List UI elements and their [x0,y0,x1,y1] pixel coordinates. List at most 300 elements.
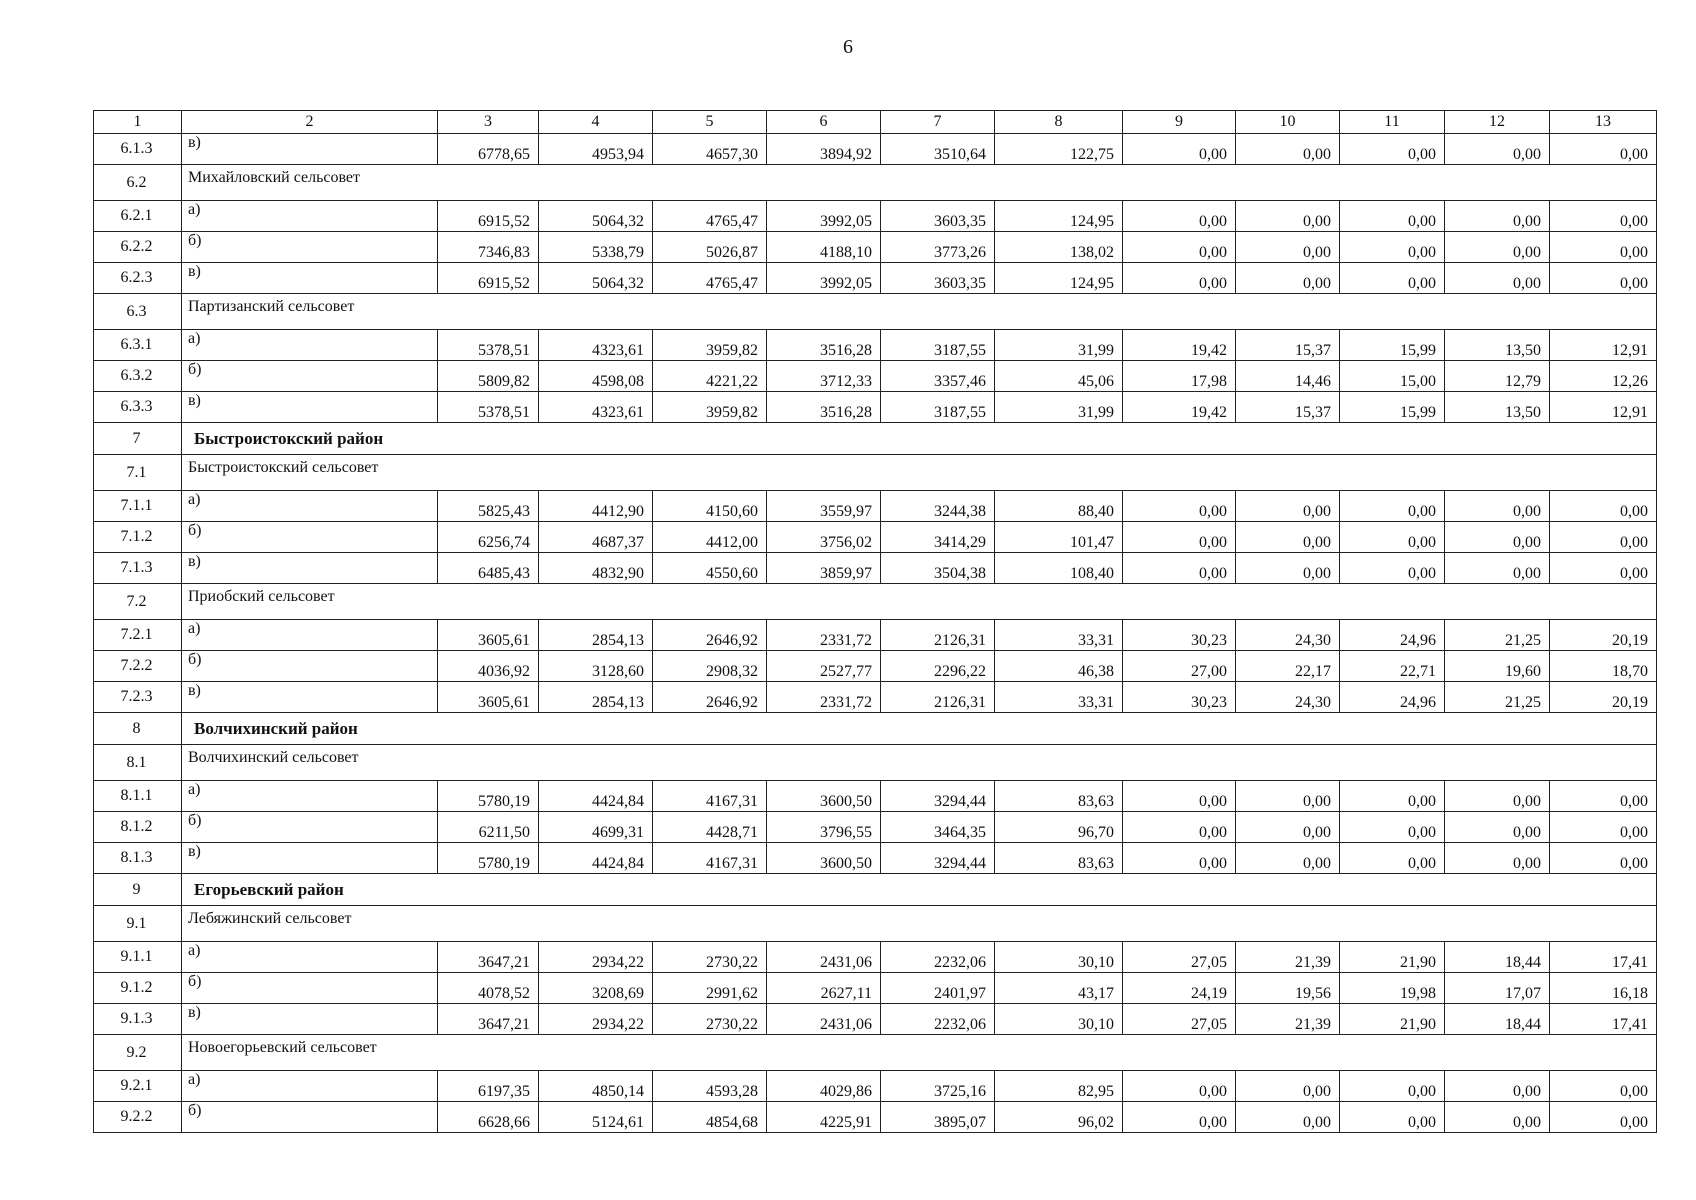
value-cell: 3959,82 [653,392,767,423]
value-cell: 4550,60 [653,553,767,584]
value-cell: 3516,28 [767,330,881,361]
value-cell: 0,00 [1236,1071,1340,1102]
value-cell: 0,00 [1340,553,1445,584]
value-cell: 3895,07 [881,1102,995,1133]
value-cell: 5780,19 [438,843,539,874]
value-cell: 83,63 [995,843,1123,874]
value-cell: 3464,35 [881,812,995,843]
value-cell: 2646,92 [653,682,767,713]
value-cell: 27,05 [1123,942,1236,973]
value-cell: 20,19 [1550,620,1657,651]
column-header: 6 [767,111,881,134]
value-cell: 4854,68 [653,1102,767,1133]
value-cell: 0,00 [1123,491,1236,522]
table-row [94,522,1657,553]
value-cell: 2126,31 [881,620,995,651]
value-cell: 17,41 [1550,1004,1657,1035]
value-cell: 6778,65 [438,134,539,165]
table-row [94,330,1657,361]
subsection-row [94,584,1657,620]
value-cell: 124,95 [995,263,1123,294]
subsection-row [94,1035,1657,1071]
value-cell: 6197,35 [438,1071,539,1102]
value-cell: 0,00 [1340,843,1445,874]
value-cell: 15,37 [1236,330,1340,361]
row-code: 8.1.3 [94,843,182,874]
value-cell: 5780,19 [438,781,539,812]
value-cell: 0,00 [1236,201,1340,232]
value-cell: 0,00 [1340,201,1445,232]
row-code: 6.3.3 [94,392,182,423]
value-cell: 108,40 [995,553,1123,584]
value-cell: 2232,06 [881,942,995,973]
row-code: 6.2.3 [94,263,182,294]
value-cell: 0,00 [1445,522,1550,553]
column-header: 9 [1123,111,1236,134]
row-code: 9 [94,874,182,906]
value-cell: 2908,32 [653,651,767,682]
subsection-row [94,294,1657,330]
settlement-name: Приобский сельсовет [182,584,1657,620]
value-cell: 3647,21 [438,942,539,973]
value-cell: 3128,60 [539,651,653,682]
value-cell: 12,91 [1550,392,1657,423]
value-cell: 16,18 [1550,973,1657,1004]
value-cell: 21,25 [1445,620,1550,651]
value-cell: 3756,02 [767,522,881,553]
value-cell: 33,31 [995,620,1123,651]
row-code: 6.2.2 [94,232,182,263]
row-variant-label: а) [182,201,438,232]
settlement-name: Лебяжинский сельсовет [182,906,1657,942]
value-cell: 0,00 [1340,232,1445,263]
value-cell: 12,26 [1550,361,1657,392]
row-code: 6.3.1 [94,330,182,361]
column-header-row [94,111,1657,134]
value-cell: 0,00 [1550,812,1657,843]
row-variant-label: а) [182,1071,438,1102]
value-cell: 24,19 [1123,973,1236,1004]
value-cell: 14,46 [1236,361,1340,392]
value-cell: 46,38 [995,651,1123,682]
value-cell: 6628,66 [438,1102,539,1133]
table-row [94,843,1657,874]
subsection-row [94,745,1657,781]
district-name: Волчихинский район [182,713,1657,745]
value-cell: 4036,92 [438,651,539,682]
value-cell: 2991,62 [653,973,767,1004]
district-name: Егорьевский район [182,874,1657,906]
value-cell: 24,96 [1340,620,1445,651]
value-cell: 2331,72 [767,620,881,651]
value-cell: 31,99 [995,392,1123,423]
value-cell: 4225,91 [767,1102,881,1133]
column-header: 12 [1445,111,1550,134]
value-cell: 24,30 [1236,682,1340,713]
column-header: 7 [881,111,995,134]
table-row [94,651,1657,682]
value-cell: 88,40 [995,491,1123,522]
value-cell: 3603,35 [881,201,995,232]
subsection-row [94,906,1657,942]
row-code: 9.1.2 [94,973,182,1004]
value-cell: 5338,79 [539,232,653,263]
value-cell: 0,00 [1236,1102,1340,1133]
value-cell: 3504,38 [881,553,995,584]
value-cell: 2646,92 [653,620,767,651]
value-cell: 6211,50 [438,812,539,843]
settlement-name: Быстроистокский сельсовет [182,455,1657,491]
row-code: 6.3 [94,294,182,330]
value-cell: 0,00 [1236,134,1340,165]
value-cell: 4428,71 [653,812,767,843]
value-cell: 83,63 [995,781,1123,812]
value-cell: 13,50 [1445,330,1550,361]
value-cell: 7346,83 [438,232,539,263]
value-cell: 3294,44 [881,781,995,812]
table-row [94,1102,1657,1133]
value-cell: 3603,35 [881,263,995,294]
value-cell: 4029,86 [767,1071,881,1102]
value-cell: 0,00 [1340,522,1445,553]
value-cell: 0,00 [1123,201,1236,232]
value-cell: 2232,06 [881,1004,995,1035]
table-row [94,232,1657,263]
row-code: 7.1.1 [94,491,182,522]
value-cell: 15,00 [1340,361,1445,392]
row-code: 9.1.1 [94,942,182,973]
value-cell: 30,10 [995,942,1123,973]
value-cell: 0,00 [1550,232,1657,263]
value-cell: 0,00 [1236,522,1340,553]
value-cell: 3244,38 [881,491,995,522]
value-cell: 0,00 [1340,1102,1445,1133]
value-cell: 124,95 [995,201,1123,232]
value-cell: 19,42 [1123,392,1236,423]
value-cell: 0,00 [1550,781,1657,812]
row-code: 8.1 [94,745,182,781]
value-cell: 6256,74 [438,522,539,553]
value-cell: 2331,72 [767,682,881,713]
value-cell: 4167,31 [653,843,767,874]
value-cell: 19,60 [1445,651,1550,682]
district-row [94,874,1657,906]
value-cell: 0,00 [1340,812,1445,843]
row-code: 9.1.3 [94,1004,182,1035]
value-cell: 4150,60 [653,491,767,522]
value-cell: 3187,55 [881,330,995,361]
row-code: 6.2.1 [94,201,182,232]
value-cell: 0,00 [1550,553,1657,584]
value-cell: 0,00 [1550,1071,1657,1102]
value-cell: 0,00 [1445,232,1550,263]
value-cell: 0,00 [1445,491,1550,522]
value-cell: 4765,47 [653,201,767,232]
value-cell: 4832,90 [539,553,653,584]
value-cell: 20,19 [1550,682,1657,713]
settlement-name: Волчихинский сельсовет [182,745,1657,781]
value-cell: 0,00 [1236,491,1340,522]
value-cell: 21,90 [1340,1004,1445,1035]
value-cell: 122,75 [995,134,1123,165]
value-cell: 0,00 [1445,134,1550,165]
value-cell: 4221,22 [653,361,767,392]
column-header: 10 [1236,111,1340,134]
value-cell: 0,00 [1236,781,1340,812]
district-row [94,713,1657,745]
value-cell: 0,00 [1550,491,1657,522]
value-cell: 0,00 [1123,522,1236,553]
value-cell: 4424,84 [539,843,653,874]
value-cell: 0,00 [1550,843,1657,874]
row-code: 8.1.1 [94,781,182,812]
table-row [94,553,1657,584]
row-variant-label: а) [182,620,438,651]
value-cell: 5378,51 [438,330,539,361]
row-variant-label: в) [182,263,438,294]
value-cell: 5064,32 [539,201,653,232]
value-cell: 3773,26 [881,232,995,263]
value-cell: 21,39 [1236,942,1340,973]
value-cell: 3992,05 [767,201,881,232]
value-cell: 24,30 [1236,620,1340,651]
row-variant-label: а) [182,781,438,812]
table-row [94,620,1657,651]
row-code: 7.2 [94,584,182,620]
value-cell: 18,70 [1550,651,1657,682]
value-cell: 22,71 [1340,651,1445,682]
column-header: 4 [539,111,653,134]
value-cell: 2296,22 [881,651,995,682]
table-row [94,781,1657,812]
value-cell: 5809,82 [438,361,539,392]
row-variant-label: б) [182,232,438,263]
value-cell: 0,00 [1550,201,1657,232]
value-cell: 0,00 [1123,812,1236,843]
value-cell: 3600,50 [767,781,881,812]
value-cell: 2730,22 [653,942,767,973]
row-code: 9.2 [94,1035,182,1071]
value-cell: 2854,13 [539,620,653,651]
value-cell: 2854,13 [539,682,653,713]
value-cell: 30,23 [1123,682,1236,713]
value-cell: 0,00 [1340,781,1445,812]
value-cell: 3712,33 [767,361,881,392]
row-variant-label: б) [182,973,438,1004]
value-cell: 0,00 [1445,1071,1550,1102]
row-code: 7.1.2 [94,522,182,553]
value-cell: 0,00 [1445,1102,1550,1133]
column-header: 5 [653,111,767,134]
value-cell: 2934,22 [539,1004,653,1035]
value-cell: 3605,61 [438,620,539,651]
value-cell: 0,00 [1340,263,1445,294]
value-cell: 3187,55 [881,392,995,423]
value-cell: 3510,64 [881,134,995,165]
value-cell: 22,17 [1236,651,1340,682]
value-cell: 4323,61 [539,392,653,423]
value-cell: 31,99 [995,330,1123,361]
row-code: 7.1.3 [94,553,182,584]
value-cell: 0,00 [1445,812,1550,843]
value-cell: 4850,14 [539,1071,653,1102]
value-cell: 2431,06 [767,942,881,973]
value-cell: 2627,11 [767,973,881,1004]
value-cell: 0,00 [1123,1102,1236,1133]
value-cell: 17,98 [1123,361,1236,392]
value-cell: 0,00 [1340,134,1445,165]
value-cell: 27,00 [1123,651,1236,682]
table-row [94,1071,1657,1102]
value-cell: 33,31 [995,682,1123,713]
value-cell: 3559,97 [767,491,881,522]
value-cell: 0,00 [1123,553,1236,584]
value-cell: 3516,28 [767,392,881,423]
column-header: 2 [182,111,438,134]
row-variant-label: б) [182,522,438,553]
table-body [94,111,1657,1133]
value-cell: 3796,55 [767,812,881,843]
value-cell: 4598,08 [539,361,653,392]
value-cell: 5124,61 [539,1102,653,1133]
value-cell: 0,00 [1550,263,1657,294]
row-variant-label: в) [182,134,438,165]
value-cell: 6485,43 [438,553,539,584]
row-variant-label: в) [182,682,438,713]
value-cell: 0,00 [1445,201,1550,232]
value-cell: 0,00 [1236,843,1340,874]
page-number: 6 [843,36,853,58]
column-header: 3 [438,111,539,134]
value-cell: 0,00 [1236,812,1340,843]
value-cell: 18,44 [1445,1004,1550,1035]
settlement-name: Михайловский сельсовет [182,165,1657,201]
value-cell: 12,91 [1550,330,1657,361]
row-code: 7 [94,423,182,455]
value-cell: 0,00 [1445,263,1550,294]
value-cell: 19,56 [1236,973,1340,1004]
column-header: 11 [1340,111,1445,134]
value-cell: 0,00 [1123,781,1236,812]
value-cell: 21,39 [1236,1004,1340,1035]
subsection-row [94,165,1657,201]
value-cell: 2527,77 [767,651,881,682]
value-cell: 0,00 [1123,134,1236,165]
value-cell: 4765,47 [653,263,767,294]
value-cell: 4323,61 [539,330,653,361]
value-cell: 0,00 [1236,553,1340,584]
value-cell: 101,47 [995,522,1123,553]
value-cell: 82,95 [995,1071,1123,1102]
value-cell: 3357,46 [881,361,995,392]
value-cell: 19,98 [1340,973,1445,1004]
row-code: 8 [94,713,182,745]
row-variant-label: в) [182,843,438,874]
value-cell: 3859,97 [767,553,881,584]
value-cell: 138,02 [995,232,1123,263]
table-row [94,682,1657,713]
value-cell: 2934,22 [539,942,653,973]
value-cell: 0,00 [1123,232,1236,263]
row-variant-label: а) [182,330,438,361]
value-cell: 3294,44 [881,843,995,874]
settlement-name: Новоегорьевский сельсовет [182,1035,1657,1071]
column-header: 1 [94,111,182,134]
value-cell: 3725,16 [881,1071,995,1102]
table-row [94,812,1657,843]
row-variant-label: а) [182,491,438,522]
value-cell: 2126,31 [881,682,995,713]
value-cell: 30,23 [1123,620,1236,651]
subsection-row [94,455,1657,491]
row-variant-label: б) [182,812,438,843]
value-cell: 0,00 [1445,781,1550,812]
value-cell: 6915,52 [438,201,539,232]
value-cell: 4687,37 [539,522,653,553]
row-variant-label: в) [182,392,438,423]
row-variant-label: б) [182,1102,438,1133]
row-code: 7.1 [94,455,182,491]
row-code: 8.1.2 [94,812,182,843]
value-cell: 3992,05 [767,263,881,294]
value-cell: 17,41 [1550,942,1657,973]
district-row [94,423,1657,455]
table-row [94,201,1657,232]
row-variant-label: в) [182,1004,438,1035]
value-cell: 0,00 [1550,1102,1657,1133]
row-code: 6.2 [94,165,182,201]
table-row [94,491,1657,522]
value-cell: 4424,84 [539,781,653,812]
value-cell: 12,79 [1445,361,1550,392]
value-cell: 0,00 [1123,843,1236,874]
value-cell: 3959,82 [653,330,767,361]
district-name: Быстроистокский район [182,423,1657,455]
column-header: 8 [995,111,1123,134]
value-cell: 6915,52 [438,263,539,294]
value-cell: 96,02 [995,1102,1123,1133]
value-cell: 96,70 [995,812,1123,843]
value-cell: 2401,97 [881,973,995,1004]
value-cell: 0,00 [1445,553,1550,584]
row-variant-label: в) [182,553,438,584]
value-cell: 2431,06 [767,1004,881,1035]
value-cell: 27,05 [1123,1004,1236,1035]
value-cell: 4412,00 [653,522,767,553]
value-cell: 43,17 [995,973,1123,1004]
value-cell: 17,07 [1445,973,1550,1004]
row-variant-label: б) [182,361,438,392]
value-cell: 4593,28 [653,1071,767,1102]
row-code: 9.1 [94,906,182,942]
settlement-name: Партизанский сельсовет [182,294,1657,330]
value-cell: 5064,32 [539,263,653,294]
row-variant-label: а) [182,942,438,973]
value-cell: 0,00 [1123,263,1236,294]
table-row [94,392,1657,423]
table-row [94,361,1657,392]
value-cell: 4188,10 [767,232,881,263]
value-cell: 18,44 [1445,942,1550,973]
value-cell: 0,00 [1445,843,1550,874]
row-variant-label: б) [182,651,438,682]
table-row [94,1004,1657,1035]
value-cell: 4078,52 [438,973,539,1004]
value-cell: 5825,43 [438,491,539,522]
value-cell: 3414,29 [881,522,995,553]
table-row [94,263,1657,294]
value-cell: 4167,31 [653,781,767,812]
